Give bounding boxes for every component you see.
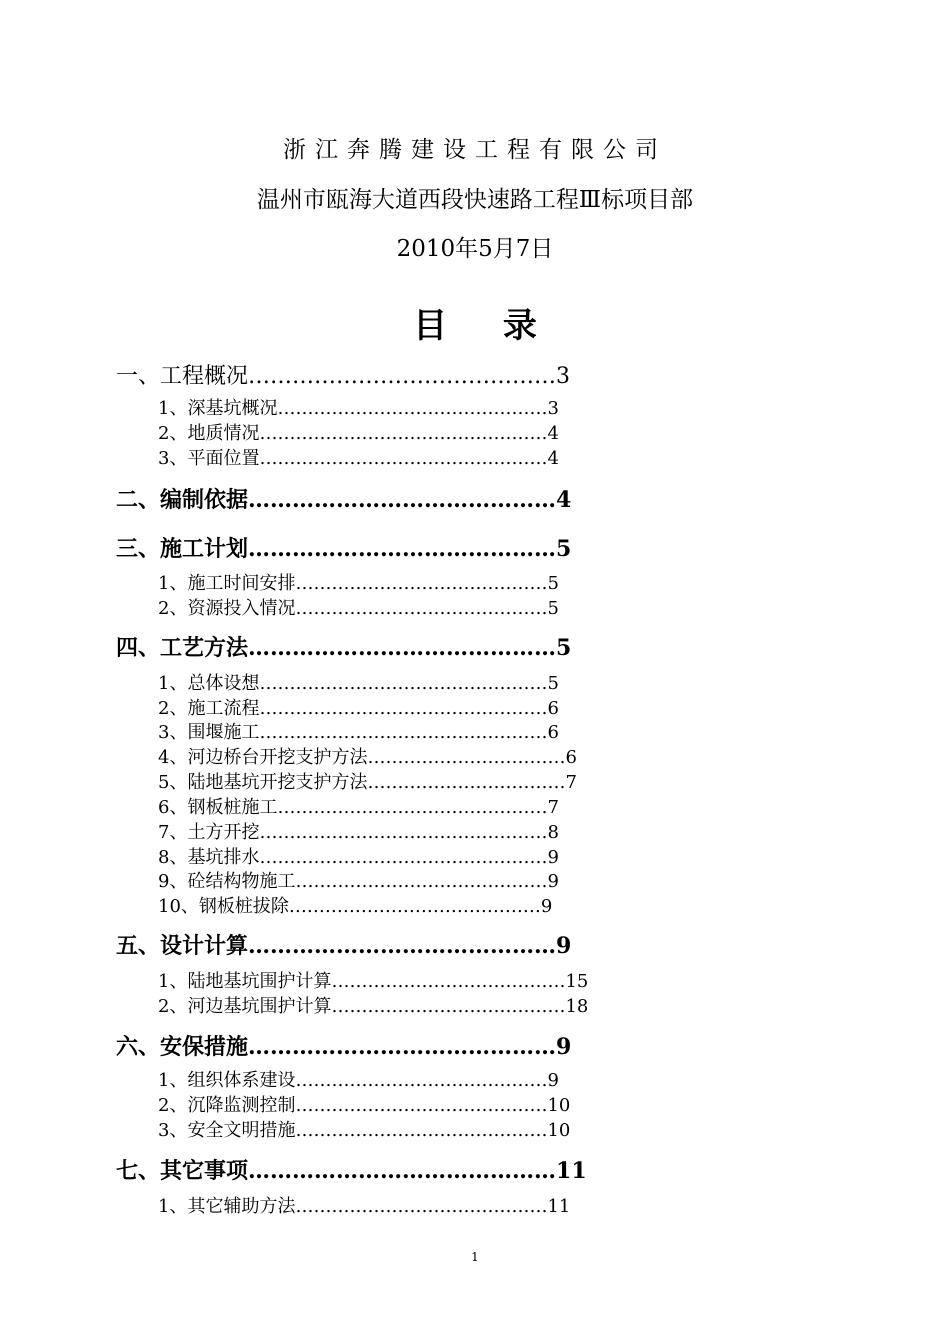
toc-entry-label: 1、施工时间安排 <box>158 573 296 594</box>
toc-subsection-entry <box>158 747 577 769</box>
toc-section-entry <box>116 364 570 390</box>
toc-entry-label: 一、工程概况 <box>116 364 249 389</box>
toc-entry-label: 七、其它事项 <box>116 1158 249 1184</box>
project-name: 温州市瓯海大道西段快速路工程Ⅲ标项目部 <box>256 187 694 213</box>
toc-entry-label: 9、砼结构物施工 <box>158 871 296 892</box>
toc-entry-leader: ………………………………… <box>331 971 566 992</box>
toc-entry-page: 3 <box>547 398 559 419</box>
toc-entry-label: 4、河边桥台开挖支护方法 <box>158 747 368 768</box>
page-number: 1 <box>471 1250 479 1264</box>
toc-entry-leader: ………………………………………… <box>259 822 548 843</box>
toc-subsection-entry <box>158 1120 570 1142</box>
toc-subsection-entry <box>158 398 559 420</box>
toc-entry-leader: ………………………………………… <box>259 448 548 469</box>
toc-entry-leader: …………………………………… <box>295 598 548 619</box>
toc-entry-label: 1、深基坑概况 <box>158 398 278 419</box>
toc-entry-label: 1、组织体系建设 <box>158 1070 296 1091</box>
toc-entry-page: 10 <box>547 1120 571 1141</box>
toc-subsection-entry <box>158 996 588 1018</box>
toc-entry-leader: …………………………………… <box>295 573 548 594</box>
toc-subsection-entry <box>158 673 559 695</box>
toc-entry-page: 9 <box>556 1034 572 1060</box>
toc-subsection-entry <box>158 1070 559 1092</box>
toc-entry-page: 5 <box>547 673 559 694</box>
toc-entry-leader: …………………………………… <box>295 1196 548 1217</box>
document-date: 2010年5月7日 <box>396 236 554 262</box>
toc-section-entry <box>116 536 571 562</box>
toc-entry-page: 9 <box>547 871 559 892</box>
toc-entry-label: 四、工艺方法 <box>116 635 249 661</box>
toc-entry-page: 7 <box>547 797 559 818</box>
toc-entry-page: 9 <box>547 847 559 868</box>
toc-entry-label: 1、总体设想 <box>158 673 260 694</box>
toc-entry-page: 5 <box>547 573 559 594</box>
toc-subsection-entry <box>158 772 577 794</box>
toc-entry-label: 五、设计计算 <box>116 933 249 959</box>
toc-entry-leader: …………………………………… <box>288 896 541 917</box>
toc-entry-page: 7 <box>565 772 577 793</box>
toc-entry-page: 4 <box>556 487 572 513</box>
toc-section-entry <box>116 1158 587 1184</box>
toc-entry-page: 11 <box>556 1158 587 1184</box>
toc-entry-label: 3、安全文明措施 <box>158 1120 296 1141</box>
toc-entry-label: 2、资源投入情况 <box>158 598 296 619</box>
toc-section-entry <box>116 1034 571 1060</box>
toc-subsection-entry <box>158 722 559 744</box>
toc-entry-label: 二、编制依据 <box>116 487 249 513</box>
toc-section-entry <box>116 487 571 513</box>
toc-subsection-entry <box>158 1196 570 1218</box>
toc-entry-page: 5 <box>556 635 572 661</box>
toc-subsection-entry <box>158 871 559 893</box>
toc-section-entry <box>116 933 571 959</box>
toc-entry-page: 3 <box>556 364 571 389</box>
toc-entry-label: 2、地质情况 <box>158 423 260 444</box>
toc-entry-leader: …………………………………… <box>295 1095 548 1116</box>
toc-entry-leader: ………………………………………… <box>259 698 548 719</box>
toc-section-entry <box>116 635 571 661</box>
toc-entry-leader: ………………………………………… <box>259 847 548 868</box>
toc-subsection-entry <box>158 822 559 844</box>
toc-entry-leader: ………………………………………… <box>259 722 548 743</box>
toc-entry-label: 2、河边基坑围护计算 <box>158 996 332 1017</box>
toc-subsection-entry <box>158 847 559 869</box>
toc-entry-label: 六、安保措施 <box>116 1034 249 1060</box>
toc-subsection-entry <box>158 423 559 445</box>
toc-subsection-entry <box>158 896 552 918</box>
toc-subsection-entry <box>158 1095 570 1117</box>
toc-entry-leader: …………………………… <box>367 747 566 768</box>
toc-entry-label: 3、平面位置 <box>158 448 260 469</box>
toc-entry-page: 18 <box>565 996 589 1017</box>
toc-entry-label: 6、钢板桩施工 <box>158 797 278 818</box>
toc-entry-label: 8、基坑排水 <box>158 847 260 868</box>
toc-subsection-entry <box>158 797 559 819</box>
toc-entry-label: 5、陆地基坑开挖支护方法 <box>158 772 368 793</box>
toc-entry-leader: ……………………………………… <box>277 398 548 419</box>
toc-entry-leader: …………………………………… <box>248 487 557 513</box>
toc-entry-label: 三、施工计划 <box>116 536 249 562</box>
toc-entry-label: 1、陆地基坑围护计算 <box>158 971 332 992</box>
toc-entry-leader: …………………………………… <box>295 1120 548 1141</box>
toc-entry-page: 5 <box>547 598 559 619</box>
toc-entry-label: 2、沉降监测控制 <box>158 1095 296 1116</box>
toc-entry-page: 11 <box>547 1196 571 1217</box>
toc-entry-page: 9 <box>540 896 553 917</box>
toc-entry-page: 6 <box>547 698 559 719</box>
toc-entry-page: 6 <box>565 747 577 768</box>
toc-entry-leader: …………………………………… <box>248 635 557 661</box>
toc-entry-leader: …………………………………… <box>248 933 557 959</box>
toc-subsection-entry <box>158 598 559 620</box>
toc-entry-leader: …………………………………… <box>248 1158 557 1184</box>
toc-entry-label: 10、钢板桩拔除 <box>158 896 289 917</box>
toc-entry-label: 2、施工流程 <box>158 698 260 719</box>
toc-entry-label: 1、其它辅助方法 <box>158 1196 296 1217</box>
toc-entry-leader: …………………………………… <box>295 871 548 892</box>
toc-entry-leader: …………………………………… <box>248 364 557 389</box>
toc-entry-page: 4 <box>547 423 559 444</box>
toc-entry-leader: …………………………………… <box>248 536 557 562</box>
toc-subsection-entry <box>158 971 588 993</box>
toc-entry-leader: ……………………………………… <box>277 797 548 818</box>
company-name: 浙江奔腾建设工程有限公司 <box>283 137 667 163</box>
toc-entry-page: 15 <box>565 971 589 992</box>
toc-entry-label: 7、土方开挖 <box>158 822 260 843</box>
toc-entry-leader: …………………………… <box>367 772 566 793</box>
toc-entry-label: 3、围堰施工 <box>158 722 260 743</box>
toc-entry-leader: ………………………………………… <box>259 423 548 444</box>
toc-subsection-entry <box>158 448 559 470</box>
toc-entry-page: 10 <box>547 1095 571 1116</box>
toc-entry-leader: ………………………………… <box>331 996 566 1017</box>
toc-entry-page: 9 <box>547 1070 559 1091</box>
toc-entry-page: 9 <box>556 933 572 959</box>
toc-entry-leader: …………………………………… <box>295 1070 548 1091</box>
toc-entry-leader: …………………………………… <box>248 1034 557 1060</box>
toc-subsection-entry <box>158 698 559 720</box>
toc-entry-page: 5 <box>556 536 572 562</box>
toc-title: 目 录 <box>413 306 559 346</box>
toc-subsection-entry <box>158 573 559 595</box>
toc-entry-leader: ………………………………………… <box>259 673 548 694</box>
toc-entry-page: 6 <box>547 722 559 743</box>
toc-entry-page: 8 <box>547 822 559 843</box>
toc-entry-page: 4 <box>547 448 559 469</box>
